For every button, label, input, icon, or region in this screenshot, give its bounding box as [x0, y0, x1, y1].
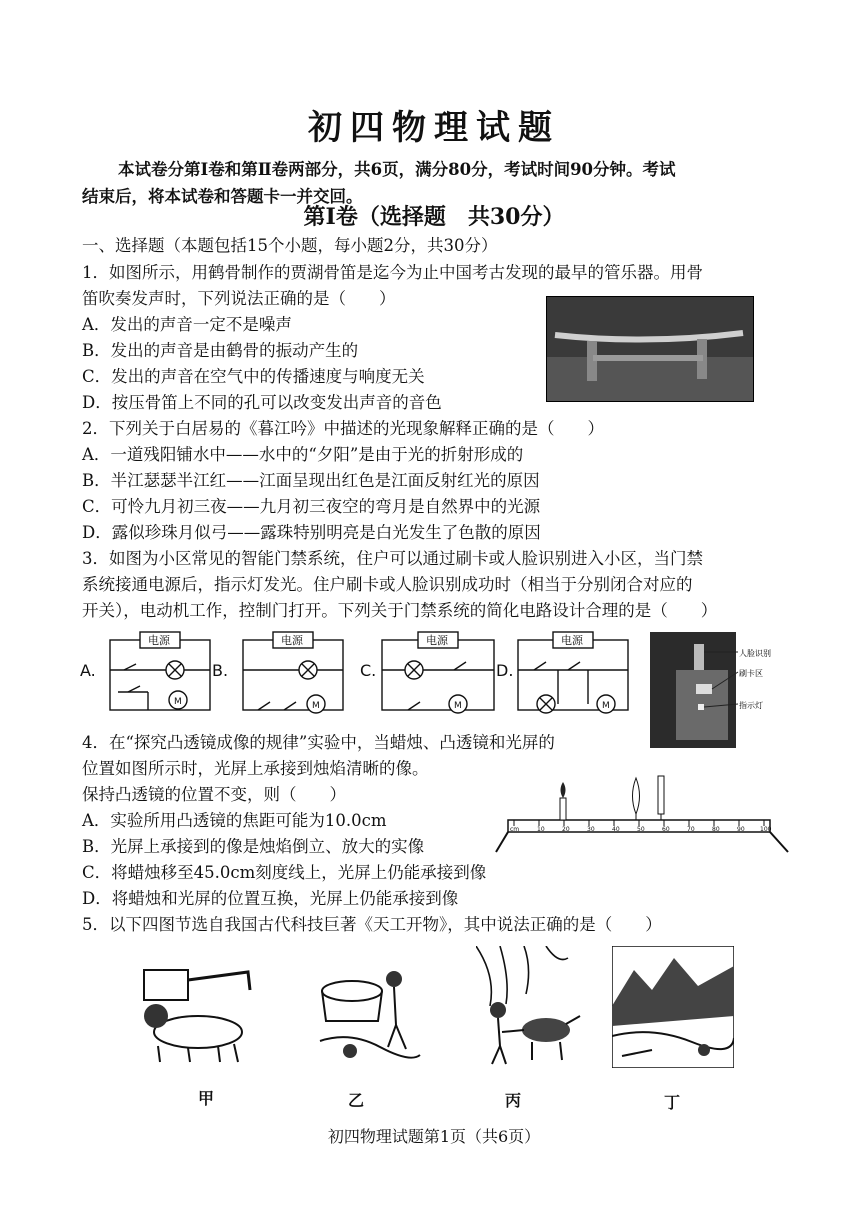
- bone-flute-illustration: [547, 297, 753, 401]
- q1-option-c: C．发出的声音在空气中的传播速度与响度无关: [82, 367, 425, 386]
- q1-option-a: A．发出的声音一定不是噪声: [82, 315, 292, 334]
- motor-label-b: M: [312, 701, 320, 711]
- optical-bench: [494, 774, 794, 858]
- q2-option-c: C．可怜九月初三夜——九月初三夜空的弯月是自然界中的光源: [82, 497, 541, 516]
- q3-stem-2: 系统接通电源后，指示灯发光。住户刷卡或人脸识别成功时（相当于分别闭合对应的: [82, 575, 693, 594]
- tick-90: 90: [737, 826, 745, 833]
- page-title: 初四物理试题: [308, 108, 560, 148]
- q2-stem: 2．下列关于白居易的《暮江吟》中描述的光现象解释正确的是（ ）: [82, 419, 604, 438]
- q5-stem: 5．以下四图节选自我国古代科技巨著《天工开物》，其中说法正确的是（ ）: [82, 915, 662, 934]
- q4-stem-1: 4．在“探究凸透镜成像的规律”实验中，当蜡烛、凸透镜和光屏的: [82, 733, 555, 752]
- illustration-ding: [612, 946, 734, 1068]
- caption-ding: 丁: [664, 1093, 681, 1112]
- power-label-c: 电源: [426, 634, 448, 647]
- q1-stem-2: 笛吹奏发声时，下列说法正确的是（ ）: [82, 289, 396, 308]
- section-title: 第Ⅰ卷（选择题 共30分）: [303, 204, 565, 230]
- tick-60: 60: [662, 826, 670, 833]
- illustration-bing: [476, 946, 588, 1068]
- tick-70: 70: [687, 826, 695, 833]
- motor-label-a: M: [174, 697, 182, 707]
- caption-yi: 乙: [348, 1091, 365, 1110]
- power-label-d: 电源: [561, 634, 583, 647]
- motor-label-c: M: [454, 701, 462, 711]
- tick-50: 50: [637, 826, 645, 833]
- q1-option-b: B．发出的声音是由鹤骨的振动产生的: [82, 341, 359, 360]
- illustration-yi: [310, 955, 430, 1075]
- q3-circuit-diagrams: [78, 622, 648, 722]
- power-label-a: 电源: [148, 634, 170, 647]
- bone-flute-photo: [546, 296, 754, 402]
- tick-40: 40: [612, 826, 620, 833]
- q4-option-c: C．将蜡烛移至45.0cm刻度线上，光屏上仍能承接到像: [82, 863, 487, 882]
- card-area-label: 刷卡区: [739, 669, 763, 678]
- circuit-letter-a: A.: [80, 661, 96, 680]
- q4-option-b: B．光屏上承接到的像是烛焰倒立、放大的实像: [82, 837, 425, 856]
- part-heading: 一、选择题（本题包括15个小题，每小题2分，共30分）: [82, 236, 498, 255]
- q1-stem-1: 1．如图所示，用鹤骨制作的贾湖骨笛是迄今为止中国考古发现的最早的管乐器。用骨: [82, 263, 703, 282]
- circuit-letter-c: C.: [360, 661, 377, 680]
- motor-label-d: M: [602, 701, 610, 711]
- face-recognition-label: 人脸识别: [739, 649, 771, 658]
- access-gate-photo: [650, 632, 790, 748]
- indicator-label: 指示灯: [739, 701, 763, 710]
- circuit-letter-b: B.: [212, 661, 229, 680]
- page-footer: 初四物理试题第1页（共6页）: [327, 1127, 541, 1146]
- q4-stem-2: 位置如图所示时，光屏上承接到烛焰清晰的像。: [82, 759, 429, 778]
- q3-stem-3: 开关），电动机工作，控制门打开。下列关于门禁系统的简化电路设计合理的是（ ）: [82, 601, 718, 620]
- power-label-b: 电源: [281, 634, 303, 647]
- q4-stem-3: 保持凸透镜的位置不变，则（ ）: [82, 785, 346, 804]
- intro-line-2: 结束后，将本试卷和答题卡一并交回。: [82, 187, 363, 206]
- caption-jia: 甲: [198, 1089, 215, 1108]
- tick-100: 100: [760, 826, 772, 833]
- illustration-jia: [128, 950, 268, 1070]
- q2-option-b: B．半江瑟瑟半江红——江面呈现出红色是江面反射红光的原因: [82, 471, 540, 490]
- circuit-letter-d: D.: [496, 661, 514, 680]
- q3-stem-1: 3．如图为小区常见的智能门禁系统，住户可以通过刷卡或人脸识别进入小区，当门禁: [82, 549, 703, 568]
- tick-label-unit: cm: [510, 826, 520, 833]
- tick-30: 30: [587, 826, 595, 833]
- caption-bing: 丙: [505, 1091, 522, 1110]
- q4-option-d: D．将蜡烛和光屏的位置互换，光屏上仍能承接到像: [82, 889, 459, 908]
- q2-option-d: D．露似珍珠月似弓——露珠特别明亮是白光发生了色散的原因: [82, 523, 541, 542]
- q1-option-d: D．按压骨笛上不同的孔可以改变发出声音的音色: [82, 393, 442, 412]
- tick-20: 20: [562, 826, 570, 833]
- q2-option-a: A．一道残阳铺水中——水中的“夕阳”是由于光的折射形成的: [82, 445, 524, 464]
- tick-80: 80: [712, 826, 720, 833]
- q4-option-a: A．实验所用凸透镜的焦距可能为10.0cm: [82, 811, 387, 830]
- tick-10: 10: [537, 826, 545, 833]
- intro-line-1: 本试卷分第Ⅰ卷和第Ⅱ卷两部分，共6页，满分80分，考试时间90分钟。考试: [118, 160, 676, 179]
